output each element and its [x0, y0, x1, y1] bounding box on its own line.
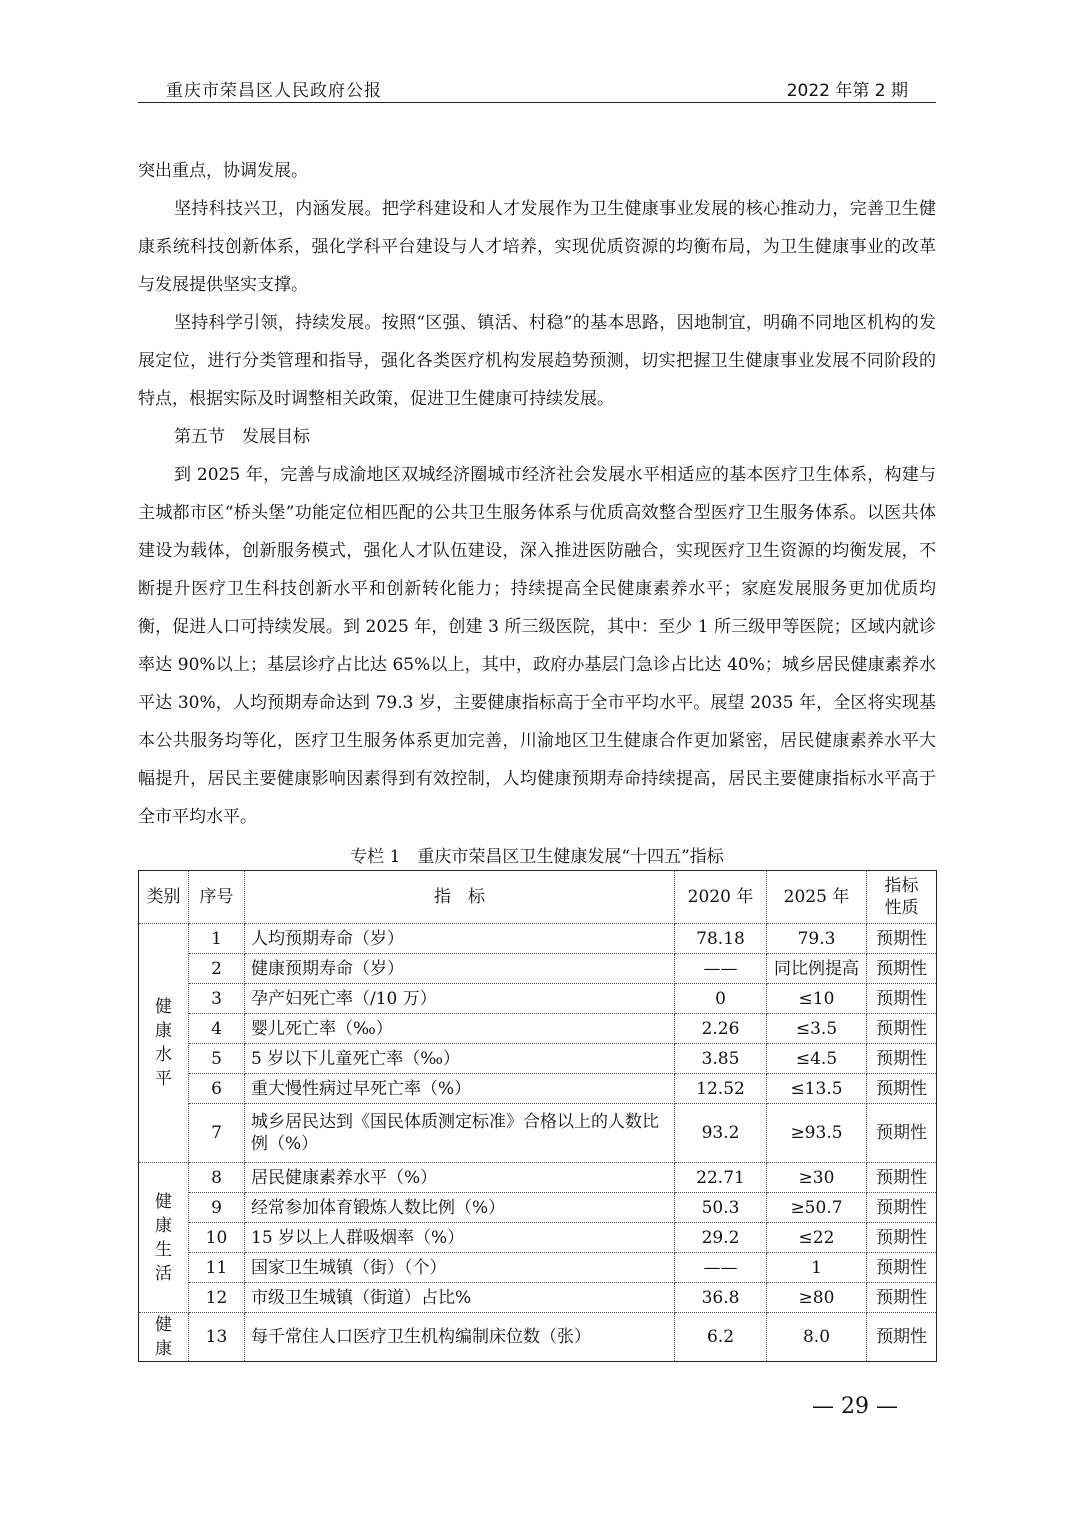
section-heading: 第五节 发展目标 [174, 427, 310, 447]
table-row: 健康生活 8 居民健康素养水平（%） 22.71 ≥30 预期性 [139, 1163, 937, 1193]
indicator-table [138, 870, 937, 1362]
table-row: 12 市级卫生城镇（街道）占比% 36.8 ≥80 预期性 [139, 1283, 937, 1313]
paragraph: 到 2025 年，完善与成渝地区双城经济圈城市经济社会发展水平相适应的基本医疗卫生体系，构建与主城都市区“桥头堡”功能定位相匹配的公共卫生服务体系与优质高效整合型医疗卫生服务体系。以医共体建设为载体，创新服务模式，强化人才队伍建设，深入推进医防融合，实现医疗卫生资源的均衡发展，不断提升医疗卫生科技创新水平和创新转化能力；持续提高全民健康素养水平；家庭发展服务更加优质均衡，促进人口可持续发展。到 2025 年，创建 3 所三级医院，其中：至少 1 所三级甲等医院；区域内就诊率达 90%以上；基层诊疗占比达 65%以上，其中，政府办基层门急诊占比达 40%；城乡居民健康素养水平达 30%，人均预期寿命达到 79.3 岁，主要健康指标高于全市平均水平。展望 2035 年，全区将实现基本公共服务均等化，医疗卫生服务体系更加完善，川渝地区卫生健康合作更加紧密，居民健康素养水平大幅提升，居民主要健康影响因素得到有效控制，人均健康预期寿命持续提高，居民主要健康指标水平高于全市平均水平。 [138, 465, 936, 827]
category-health-level: 健康水平 [139, 924, 189, 1163]
table-row: 6 重大慢性病过早死亡率（%） 12.52 ≤13.5 预期性 [139, 1074, 937, 1104]
header-2020: 2020 年 [675, 871, 767, 924]
header-category: 类别 [139, 871, 189, 924]
header-indicator: 指 标 [245, 871, 675, 924]
table-title: 专栏 1 重庆市荣昌区卫生健康发展“十四五”指标 [350, 847, 724, 867]
header-publication: 重庆市荣昌区人民政府公报 [166, 81, 382, 101]
table-row: 11 国家卫生城镇（街）（个） —— 1 预期性 [139, 1253, 937, 1283]
category-health-service: 健康 [139, 1313, 189, 1362]
category-health-life: 健康生活 [139, 1163, 189, 1313]
header-nature: 指标 性质 [867, 871, 937, 924]
table-row: 4 婴儿死亡率（‰） 2.26 ≤3.5 预期性 [139, 1014, 937, 1044]
table-row: 10 15 岁以上人群吸烟率（%） 29.2 ≤22 预期性 [139, 1223, 937, 1253]
paragraph: 坚持科学引领，持续发展。按照“区强、镇活、村稳”的基本思路，因地制宜，明确不同地区机构的发展定位，进行分类管理和指导，强化各类医疗机构发展趋势预测，切实把握卫生健康事业发展不同阶段的特点，根据实际及时调整相关政策，促进卫生健康可持续发展。 [138, 313, 936, 409]
table-row: 5 5 岁以下儿童死亡率（‰） 3.85 ≤4.5 预期性 [139, 1044, 937, 1074]
table-header-row [139, 871, 937, 924]
header-issue: 2022 年第 2 期 [786, 81, 908, 101]
table-row: 2 健康预期寿命（岁） —— 同比例提高 预期性 [139, 954, 937, 984]
paragraph: 坚持科技兴卫，内涵发展。把学科建设和人才发展作为卫生健康事业发展的核心推动力，完善卫生健康系统科技创新体系，强化学科平台建设与人才培养，实现优质资源的均衡布局，为卫生健康事业的改革与发展提供坚实支撑。 [138, 199, 936, 295]
paragraph: 突出重点，协调发展。 [138, 161, 308, 181]
body-text [138, 152, 936, 836]
table-row: 健康水平 1 人均预期寿命（岁） 78.18 79.3 预期性 [139, 924, 937, 954]
table-row: 9 经常参加体育锻炼人数比例（%） 50.3 ≥50.7 预期性 [139, 1193, 937, 1223]
table-row: 3 孕产妇死亡率（/10 万） 0 ≤10 预期性 [139, 984, 937, 1014]
header-2025: 2025 年 [767, 871, 867, 924]
table-row: 健康 13 每千常住人口医疗卫生机构编制床位数（张） 6.2 8.0 预期性 [139, 1313, 937, 1362]
table-row: 7 城乡居民达到《国民体质测定标准》合格以上的人数比例（%） 93.2 ≥93.5 预期性 [139, 1104, 937, 1163]
header-seq: 序号 [189, 871, 245, 924]
page-header [138, 76, 936, 103]
page-number: — 29 — [812, 1394, 898, 1419]
